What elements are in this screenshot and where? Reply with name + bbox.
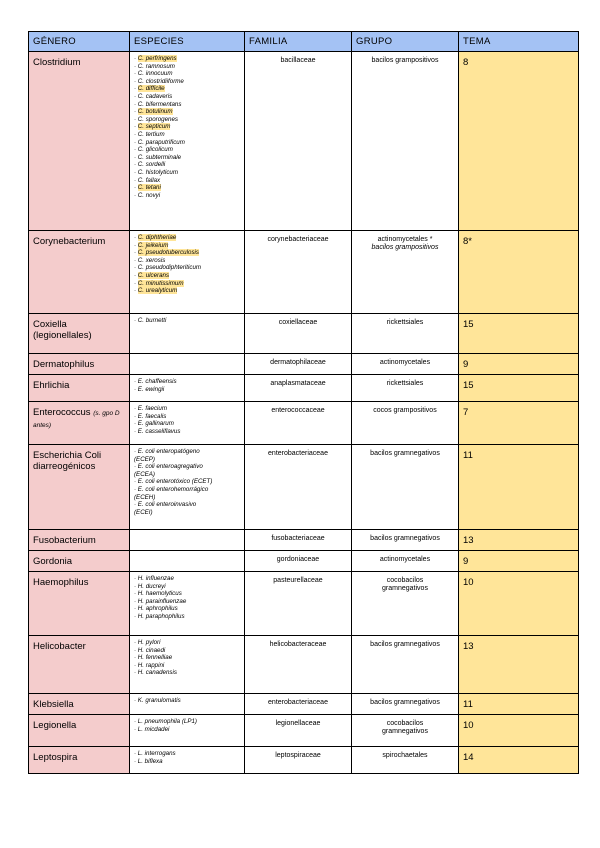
genero-qualifier: (legionellales)	[33, 330, 92, 341]
grupo-name: rickettsiales	[386, 319, 424, 326]
tema-cell: 7	[459, 402, 579, 445]
species-item: · L. biflexa	[134, 757, 163, 765]
grupo-cell	[352, 445, 459, 530]
especies-cell	[130, 530, 245, 551]
familia-cell: pasteurellaceae	[245, 572, 352, 636]
tema-cell: 9	[459, 551, 579, 572]
species-name: L. biflexa	[137, 757, 163, 765]
species-item: · E. ewingii	[134, 385, 165, 393]
species-name: H. rappini	[137, 661, 165, 669]
genero-cell	[29, 445, 130, 530]
species-name: C. ulcerans	[137, 271, 170, 279]
genero-name: Haemophilus	[33, 577, 89, 588]
genero-cell	[29, 747, 130, 774]
grupo-name: bacilos grampositivos	[371, 57, 439, 64]
species-name: C. minutissimum	[137, 279, 184, 287]
grupo-cell	[352, 715, 459, 747]
species-name: L. micdadei	[137, 725, 170, 733]
species-name: C. sordelli	[137, 161, 166, 169]
species-item: · H. parainfluenzae	[134, 597, 187, 605]
tema-cell: 15	[459, 375, 579, 402]
species-item: · L. interrogans	[134, 750, 176, 757]
species-name: H. parainfluenzae	[137, 597, 187, 605]
species-item: · K. granulomatis	[134, 697, 181, 704]
species-name: L. interrogans	[137, 750, 176, 757]
table-row	[29, 551, 579, 572]
especies-cell	[130, 551, 245, 572]
species-name: H. pylori	[137, 639, 161, 646]
grupo-cell	[352, 530, 459, 551]
especies-cell	[130, 375, 245, 402]
species-name: H. aphrophilus	[137, 605, 178, 613]
species-name: E. coli enteroagregativo	[137, 463, 203, 471]
grupo-name: bacilos gramnegativos	[370, 535, 440, 542]
grupo-name-cont: gramnegativos	[382, 585, 428, 592]
table-row	[29, 694, 579, 715]
species-item: · H. canadensis	[134, 669, 177, 677]
genero-name: Gordonia	[33, 556, 73, 567]
species-item: · C. sordelli	[134, 161, 166, 169]
familia-cell: leptospiraceae	[245, 747, 352, 774]
familia-cell: gordoniaceae	[245, 551, 352, 572]
familia-cell: enterococcaceae	[245, 402, 352, 445]
genero-name: Clostridium	[33, 57, 81, 68]
species-name: E. faecalis	[137, 412, 167, 420]
species-item: · C. botulinum	[134, 108, 173, 116]
header-row	[29, 32, 579, 52]
especies-cell	[130, 694, 245, 715]
species-name: C. pseudodiphteriticum	[137, 264, 202, 272]
especies-cell	[130, 231, 245, 314]
species-name: (ECEH)	[134, 493, 156, 501]
species-name: C. glicolicum	[137, 146, 173, 154]
table-row	[29, 572, 579, 636]
especies-cell	[130, 572, 245, 636]
table-row	[29, 314, 579, 354]
tema-cell: 13	[459, 636, 579, 694]
tema-cell: 13	[459, 530, 579, 551]
genero-cell	[29, 636, 130, 694]
familia-cell: legionellaceae	[245, 715, 352, 747]
species-name: H. canadensis	[137, 669, 177, 677]
tema-cell: 10	[459, 715, 579, 747]
species-name: C. botulinum	[137, 108, 173, 116]
species-name: H. influenzae	[137, 575, 174, 582]
species-item: · C. fallax	[134, 176, 161, 184]
species-item: · C. cadaveris	[134, 92, 173, 100]
species-item: · C. glicolicum	[134, 146, 173, 154]
grupo-cell	[352, 402, 459, 445]
species-item: · C. histolyticum	[134, 168, 179, 176]
species-name: C. tertium	[137, 130, 165, 138]
tema-cell: 8*	[459, 231, 579, 314]
genero-name: Fusobacterium	[33, 535, 96, 546]
familia-cell: helicobacteraceae	[245, 636, 352, 694]
species-item: · H. rappini	[134, 661, 165, 669]
genero-cell	[29, 314, 130, 354]
tema-cell: 8	[459, 52, 579, 231]
species-name: C. ramnosum	[137, 62, 175, 70]
species-name: (ECEI)	[134, 508, 153, 516]
species-name: E. casseliflavus	[137, 427, 181, 435]
species-item: · E. coli enterohemorrágico	[134, 485, 209, 493]
species-item: · H. paraphophilus	[134, 612, 185, 620]
species-item: · C. jeikeium	[134, 241, 169, 249]
species-name: C. subterminale	[137, 153, 182, 161]
species-name: C. difficile	[137, 85, 165, 93]
species-name: C. sporogenes	[137, 115, 179, 123]
header-genero: GÉNERO	[29, 32, 130, 52]
grupo-cell	[352, 354, 459, 375]
species-name: H. haemolyticus	[137, 590, 182, 598]
grupo-name: actinomycetales	[379, 556, 431, 563]
grupo-name: bacilos gramnegativos	[370, 699, 440, 706]
species-item: · C. clostridiiforme	[134, 77, 184, 85]
table-row	[29, 715, 579, 747]
species-item: · C. septicum	[134, 123, 171, 131]
species-item: · E. faecium	[134, 405, 168, 412]
familia-cell: dermatophilaceae	[245, 354, 352, 375]
genero-cell	[29, 231, 130, 314]
grupo-name: cocobacilos	[386, 720, 424, 727]
species-item: · C. pseudotuberculosis	[134, 249, 200, 257]
species-name: H. fennelliae	[137, 654, 173, 662]
especies-cell	[130, 354, 245, 375]
familia-cell: enterobacteriaceae	[245, 694, 352, 715]
grupo-note: bacilos grampositivos	[371, 244, 439, 251]
species-item: · C. novyi	[134, 191, 161, 199]
tema-cell: 9	[459, 354, 579, 375]
especies-cell	[130, 445, 245, 530]
tema-cell: 10	[459, 572, 579, 636]
genero-name: Klebsiella	[33, 699, 74, 710]
grupo-name: rickettsiales	[386, 380, 424, 387]
familia-cell: fusobacteriaceae	[245, 530, 352, 551]
table-row	[29, 402, 579, 445]
table-row	[29, 354, 579, 375]
genero-name: Corynebacterium	[33, 236, 106, 247]
grupo-name: bacilos gramnegativos	[370, 641, 440, 648]
especies-cell	[130, 402, 245, 445]
species-name: C. urealyticum	[137, 287, 178, 295]
header-tema: TEMA	[459, 32, 579, 52]
species-item: · L. micdadei	[134, 725, 170, 733]
header-grupo: GRUPO	[352, 32, 459, 52]
species-item: · C. bifermentans	[134, 100, 182, 108]
genero-name: Dermatophilus	[33, 359, 95, 370]
species-name: C. diphtheriae	[137, 234, 177, 241]
genero-note: (s. gpo D antes)	[33, 410, 120, 429]
species-item: · C. diphtheriae	[134, 234, 177, 241]
table-row	[29, 231, 579, 314]
species-name: C. clostridiiforme	[137, 77, 184, 85]
grupo-cell	[352, 375, 459, 402]
species-item: · H. influenzae	[134, 575, 174, 582]
genero-name: Leptospira	[33, 752, 78, 763]
grupo-cell	[352, 694, 459, 715]
familia-cell: corynebacteriaceae	[245, 231, 352, 314]
species-item: · C. minutissimum	[134, 279, 184, 287]
header-familia: FAMILIA	[245, 32, 352, 52]
grupo-name: cocobacilos	[386, 577, 424, 584]
species-name: H. paraphophilus	[137, 612, 185, 620]
genero-name: Legionella	[33, 720, 77, 731]
species-name: C. fallax	[137, 176, 161, 184]
species-item: · C. urealyticum	[134, 287, 178, 295]
species-item: · C. pseudodiphteriticum	[134, 264, 202, 272]
species-item: · H. haemolyticus	[134, 590, 182, 598]
species-name: C. bifermentans	[137, 100, 182, 108]
bacteria-table	[28, 31, 579, 774]
grupo-cell	[352, 747, 459, 774]
especies-cell	[130, 715, 245, 747]
species-name: E. coli enterotóxico (ECET)	[137, 478, 213, 486]
species-item	[134, 456, 240, 464]
species-item: · C. burnetti	[134, 317, 167, 324]
grupo-name: bacilos gramnegativos	[370, 450, 440, 457]
genero-cell	[29, 402, 130, 445]
species-name: L. pneumophila (LP1)	[137, 718, 197, 725]
species-name: C. novyi	[137, 191, 161, 199]
genero-cell	[29, 572, 130, 636]
species-item: · H. ducreyi	[134, 582, 166, 590]
species-item: · C. subterminale	[134, 153, 182, 161]
species-name: C. perfringens	[137, 55, 177, 62]
species-item: · E. chaffeensis	[134, 378, 177, 385]
table-row	[29, 636, 579, 694]
species-name: K. granulomatis	[137, 697, 181, 704]
genero-name: Helicobacter	[33, 641, 86, 652]
species-name: C. jeikeium	[137, 241, 169, 249]
species-name: C. innocuum	[137, 70, 173, 78]
grupo-cell	[352, 314, 459, 354]
tema-cell: 11	[459, 694, 579, 715]
species-item: · E. casseliflavus	[134, 427, 181, 435]
especies-cell	[130, 52, 245, 231]
genero-cell	[29, 694, 130, 715]
grupo-cell	[352, 52, 459, 231]
species-item	[134, 471, 240, 479]
species-name: E. chaffeensis	[137, 378, 177, 385]
species-name: C. septicum	[137, 123, 171, 131]
grupo-name: spirochaetales	[382, 752, 428, 759]
genero-cell	[29, 375, 130, 402]
grupo-cell	[352, 231, 459, 314]
tema-cell: 11	[459, 445, 579, 530]
species-name: E. coli enteropatógeno	[137, 448, 200, 455]
species-name: E. coli enterohemorrágico	[137, 485, 209, 493]
species-name: E. coli enteroinvasivo	[137, 501, 197, 509]
species-name: C. tetani	[137, 184, 161, 192]
familia-cell: enterobacteriaceae	[245, 445, 352, 530]
grupo-name: cocos grampositivos	[373, 407, 437, 414]
especies-cell	[130, 314, 245, 354]
table-body	[29, 52, 579, 774]
species-item: · H. fennelliae	[134, 654, 173, 662]
species-name: E. faecium	[137, 405, 168, 412]
species-name: C. pseudotuberculosis	[137, 249, 200, 257]
tema-cell: 15	[459, 314, 579, 354]
especies-cell	[130, 747, 245, 774]
table-row	[29, 530, 579, 551]
grupo-cell	[352, 636, 459, 694]
table-row	[29, 375, 579, 402]
species-item: · E. coli enteroinvasivo	[134, 501, 197, 509]
familia-cell: anaplasmataceae	[245, 375, 352, 402]
familia-cell: coxiellaceae	[245, 314, 352, 354]
species-name: E. ewingii	[137, 385, 165, 393]
species-name: E. gallinarum	[137, 420, 174, 428]
species-item: · E. gallinarum	[134, 420, 174, 428]
species-name: (ECEA)	[134, 470, 155, 478]
species-item: · H. pylori	[134, 639, 161, 646]
genero-cell	[29, 715, 130, 747]
species-name: H. ducreyi	[137, 582, 166, 590]
table-row	[29, 52, 579, 231]
species-item: · C. tetani	[134, 184, 161, 192]
species-item: · C. ramnosum	[134, 62, 175, 70]
header-especies: ESPECIES	[130, 32, 245, 52]
genero-name: Ehrlichia	[33, 380, 70, 391]
genero-cell	[29, 530, 130, 551]
species-item: · C. tertium	[134, 130, 165, 138]
species-name: H. cinaedi	[137, 646, 166, 654]
genero-cell	[29, 354, 130, 375]
species-item: · H. cinaedi	[134, 646, 166, 654]
species-name: C. xerosis	[137, 256, 166, 264]
species-item: · C. innocuum	[134, 70, 173, 78]
species-item: · C. sporogenes	[134, 115, 179, 123]
species-item: · C. xerosis	[134, 256, 166, 264]
species-name: C. histolyticum	[137, 168, 179, 176]
species-name: C. paraputrificum	[137, 138, 185, 146]
species-item: · H. aphrophilus	[134, 605, 178, 613]
genero-cell	[29, 551, 130, 572]
species-item: · E. coli enterotóxico (ECET)	[134, 478, 213, 486]
species-item: · C. perfringens	[134, 55, 177, 62]
tema-cell: 14	[459, 747, 579, 774]
genero-name: Coxiella	[33, 319, 67, 330]
grupo-name: actinomycetales	[379, 359, 431, 366]
grupo-name-cont: gramnegativos	[382, 728, 428, 735]
familia-cell: bacillaceae	[245, 52, 352, 231]
species-item: · E. faecalis	[134, 412, 167, 420]
grupo-name: actinomycetales *	[377, 236, 433, 243]
table-row	[29, 445, 579, 530]
species-item: · C. difficile	[134, 85, 165, 93]
species-name: C. cadaveris	[137, 92, 173, 100]
species-item: · E. coli enteropatógeno	[134, 448, 200, 455]
species-item	[134, 509, 240, 517]
species-name: (ECEP)	[134, 455, 155, 463]
grupo-cell	[352, 551, 459, 572]
species-name: C. burnetti	[137, 317, 167, 324]
species-item: · C. paraputrificum	[134, 138, 185, 146]
genero-cell	[29, 52, 130, 231]
species-item: · C. ulcerans	[134, 271, 170, 279]
genero-name: Enterococcus	[33, 407, 91, 418]
especies-cell	[130, 636, 245, 694]
genero-qualifier: diarreogénicos	[33, 461, 96, 472]
species-item: · E. coli enteroagregativo	[134, 463, 203, 471]
species-item	[134, 494, 240, 502]
genero-name: Escherichia Coli	[33, 450, 102, 461]
species-item: · L. pneumophila (LP1)	[134, 718, 197, 725]
grupo-cell	[352, 572, 459, 636]
table-row	[29, 747, 579, 774]
